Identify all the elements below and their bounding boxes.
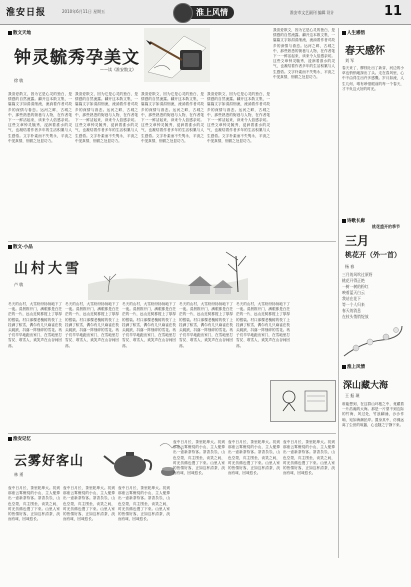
article1-subtitle: ——读《淮安散文》: [100, 67, 136, 72]
article5-column-label: 淮上风情: [342, 364, 365, 370]
poem-line: 桃花开得正艳: [342, 278, 365, 283]
article4-column-label: 人生感悟: [342, 30, 365, 36]
article3-title: 云雾好客山: [14, 454, 85, 469]
article2-body-col3: 冬天的山村，大雪纷纷扬扬地下了一夜。清晨推开门，满眼都是白茫茫的一片，远山近树都披上了厚厚的银装。村口那棵老槐树的枝丫上挂满了积雪，偶尔有几只麻雀在枝头跳跃，抖落一阵细碎的雪花。孩子们早早地跑出家门，在雪地里打雪仗、堆雪人，欢笑声在山谷间回荡。: [122, 302, 176, 348]
section-divider: [8, 241, 336, 242]
article5-body: 谁能想到，在这群山环抱之中，竟藏着一片浩瀚的大海。那是一片望不到边际的竹海，风过处，竹浪翻涌，沙沙作响，宛如海潮拍岸。置身其中，仿佛远离了尘世的喧嚣，心也随之宁静下来。: [342, 402, 404, 427]
article1-body-col5: 我喜爱散文，因为它是心灵的独白，是情感的自然流露。翻开这本散文集，一篇篇文字如涓涓细流，流淌着作者对故乡的深情与眷恋。运河之畔，古城之中，那些熟悉的街巷与人物，在作者笔下一一鲜活起来，读来令人倍感亲切。这些文章钟灵毓秀，浸润着淮水的灵气，也凝结着作者多年的生活积累与人生感悟。文字朴素而不失隽永，平淡之中见真情，细微之处显功力。: [273, 28, 335, 79]
column-divider: [338, 28, 339, 558]
article3-column-label: 淮安记忆: [8, 436, 31, 442]
article1-byline: 徐 敏: [14, 78, 24, 83]
article3-body-col1: 壶中日月长，茶里乾坤大。初到那座云雾缭绕的小山，主人便捧出一壶新茶待客。茶香袅袅，山色空蒙，宾主围坐，谈笑之间，时光仿佛也慢了下来。山里人家的热情好客，正如这杯清茶，淡而有味，回味悠长。: [8, 486, 60, 522]
poem-line: 在枝头悄悄绽放: [342, 314, 369, 319]
article3-body-col3: 壶中日月长，茶里乾坤大。初到那座云雾缭绕的小山，主人便捧出一壶新茶待客。茶香袅袅，山色空蒙，宾主围坐，谈笑之间，时光仿佛也慢了下来。山里人家的热情好客，正如这杯清茶，淡而有味，回味悠长。: [118, 486, 170, 522]
article2-body-col2: 冬天的山村，大雪纷纷扬扬地下了一夜。清晨推开门，满眼都是白茫茫的一片，远山近树都披上了厚厚的银装。村口那棵老槐树的枝丫上挂满了积雪，偶尔有几只麻雀在枝头跳跃，抖落一阵细碎的雪花。孩子们早早地跑出家门，在雪地里打雪仗、堆雪人，欢笑声在山谷间回荡。: [65, 302, 119, 348]
section-name: 淮上风情: [196, 8, 228, 17]
article3-body-col2: 壶中日月长，茶里乾坤大。初到那座云雾缭绕的小山，主人便捧出一壶新茶待客。茶香袅袅，山色空蒙，宾主围坐，谈笑之间，时光仿佛也慢了下来。山里人家的热情好客，正如这杯清茶，淡而有味，回味悠长。: [63, 486, 115, 522]
section-divider-2: [8, 433, 336, 434]
poem-column-label: 诗歌长廊: [342, 218, 365, 224]
article4-byline: 刘 军: [345, 58, 355, 63]
dateline: 2010年6月11日 星期五: [62, 9, 106, 14]
article2-body-col5: 冬天的山村，大雪纷纷扬扬地下了一夜。清晨推开门，满眼都是白茫茫的一片，远山近树都披上了厚厚的银装。村口那棵老槐树的枝丫上挂满了积雪，偶尔有几只麻雀在枝头跳跃，抖落一阵细碎的雪花。孩子们早早地跑出家门，在雪地里打雪仗、堆雪人，欢笑声在山谷间回荡。: [236, 302, 290, 348]
poem-line: 三月的风吹过原野: [342, 272, 373, 277]
article4-body: 春天来了，柳枝吐出了新芽，河边的小草也悄悄地探出了头。走在春风里，心中不由得生出许多感慨。岁月如流，人生几何，唯有珍惜眼前的每一个春天，才不负这大好的时光。: [342, 66, 404, 91]
article1-column-label: 散文天地: [8, 30, 31, 36]
article2-body-col4: 冬天的山村，大雪纷纷扬扬地下了一夜。清晨推开门，满眼都是白茫茫的一片，远山近树都披上了厚厚的银装。村口那棵老槐树的枝丫上挂满了积雪，偶尔有几只麻雀在枝头跳跃，抖落一阵细碎的雪花。孩子们早早地跑出家门，在雪地里打雪仗、堆雪人，欢笑声在山谷间回荡。: [179, 302, 233, 348]
poem-line: 春天的消息: [342, 308, 361, 313]
article2-body-col1: 冬天的山村，大雪纷纷扬扬地下了一夜。清晨推开门，满眼都是白茫茫的一片，远山近树都披上了厚厚的银装。村口那棵老槐树的枝丫上挂满了积雪，偶尔有几只麻雀在枝头跳跃，抖落一阵细碎的雪花。孩子们早早地跑出家门，在雪地里打雪仗、堆雪人，欢笑声在山谷间回荡。: [8, 302, 62, 348]
snowy-village-illustration: [88, 246, 248, 300]
poem-line: 我站在花下: [342, 296, 361, 301]
poem-title: 三月: [345, 234, 370, 248]
article1-body-col1: 我喜爱散文，因为它是心灵的独白，是情感的自然流露。翻开这本散文集，一篇篇文字如涓涓细流，流淌着作者对故乡的深情与眷恋。运河之畔，古城之中，那些熟悉的街巷与人物，在作者笔下一一鲜活起来，读来令人倍感亲切。这些文章钟灵毓秀，浸润着淮水的灵气，也凝结着作者多年的生活积累与人生感悟。文字朴素而不失隽永，平淡之中见真情，细微之处显功力。: [8, 92, 72, 143]
poem-subtitle: 桃花开（外一首）: [345, 250, 401, 259]
newspaper-logo: 淮安日报: [6, 8, 47, 18]
article3-body-col5: 壶中日月长，茶里乾坤大。初到那座云雾缭绕的小山，主人便捧出一壶新茶待客。茶香袅袅，山色空蒙，宾主围坐，谈笑之间，时光仿佛也慢了下来。山里人家的热情好客，正如这杯清茶，淡而有味，回味悠长。: [228, 440, 280, 476]
article2-column-label: 散文·小品: [8, 244, 33, 250]
staff-credit: 淮安市文艺副刊 编辑 设计: [290, 10, 335, 15]
article2-title: 山村大雪: [14, 261, 82, 277]
article1-body-col3: 我喜爱散文，因为它是心灵的独白，是情感的自然流露。翻开这本散文集，一篇篇文字如涓涓细流，流淌着作者对故乡的深情与眷恋。运河之畔，古城之中，那些熟悉的街巷与人物，在作者笔下一一鲜活起来，读来令人倍感亲切。这些文章钟灵毓秀，浸润着淮水的灵气，也凝结着作者多年的生活积累与人生感悟。文字朴素而不失隽永，平淡之中见真情，细微之处显功力。: [141, 92, 204, 143]
poem-byline: 杨 春: [345, 264, 355, 269]
article3-body-col6: 壶中日月长，茶里乾坤大。初到那座云雾缭绕的小山，主人便捧出一壶新茶待客。茶香袅袅，山色空蒙，宾主围坐，谈笑之间，时光仿佛也慢了下来。山里人家的热情好客，正如这杯清茶，淡而有味，回味悠长。: [283, 440, 335, 476]
article5-byline: 王 振 瑛: [345, 393, 360, 398]
article4-title: 春天感怀: [345, 46, 385, 57]
cartoon-illustration: [270, 380, 336, 422]
page-number: 11: [384, 4, 403, 19]
article1-body-col4: 我喜爱散文，因为它是心灵的独白，是情感的自然流露。翻开这本散文集，一篇篇文字如涓涓细流，流淌着作者对故乡的深情与眷恋。运河之畔，古城之中，那些熟悉的街巷与人物，在作者笔下一一鲜活起来，读来令人倍感亲切。这些文章钟灵毓秀，浸润着淮水的灵气，也凝结着作者多年的生活积累与人生感悟。文字朴素而不失隽永，平淡之中见真情，细微之处显功力。: [207, 92, 270, 143]
poem-lines: [342, 272, 404, 320]
section-emblem-icon: [173, 3, 193, 23]
brush-inkstone-illustration: [144, 28, 210, 82]
peach-blossom-illustration: [342, 322, 404, 360]
poem-line: 一树一树的粉红: [342, 284, 369, 289]
article1-title: 钟灵毓秀孕美文: [14, 48, 140, 68]
article2-byline: 卢 敏: [14, 282, 24, 287]
poem-right-title: 桃花盛开的季节: [372, 224, 400, 229]
poem-line: 映着蓝天白云: [342, 290, 365, 295]
article3-body-col4: 壶中日月长，茶里乾坤大。初到那座云雾缭绕的小山，主人便捧出一壶新茶待客。茶香袅袅，山色空蒙，宾主围坐，谈笑之间，时光仿佛也慢了下来。山里人家的热情好客，正如这杯清茶，淡而有味，回味悠长。: [173, 440, 225, 476]
article1-body-col2: 我喜爱散文，因为它是心灵的独白，是情感的自然流露。翻开这本散文集，一篇篇文字如涓涓细流，流淌着作者对故乡的深情与眷恋。运河之畔，古城之中，那些熟悉的街巷与人物，在作者笔下一一鲜活起来，读来令人倍感亲切。这些文章钟灵毓秀，浸润着淮水的灵气，也凝结着作者多年的生活积累与人生感悟。文字朴素而不失隽永，平淡之中见真情，细微之处显功力。: [75, 92, 138, 143]
article3-byline: 林 勇: [14, 472, 24, 477]
article5-title: 深山藏大海: [343, 381, 389, 391]
poem-line: 等一个人归来: [342, 302, 365, 307]
